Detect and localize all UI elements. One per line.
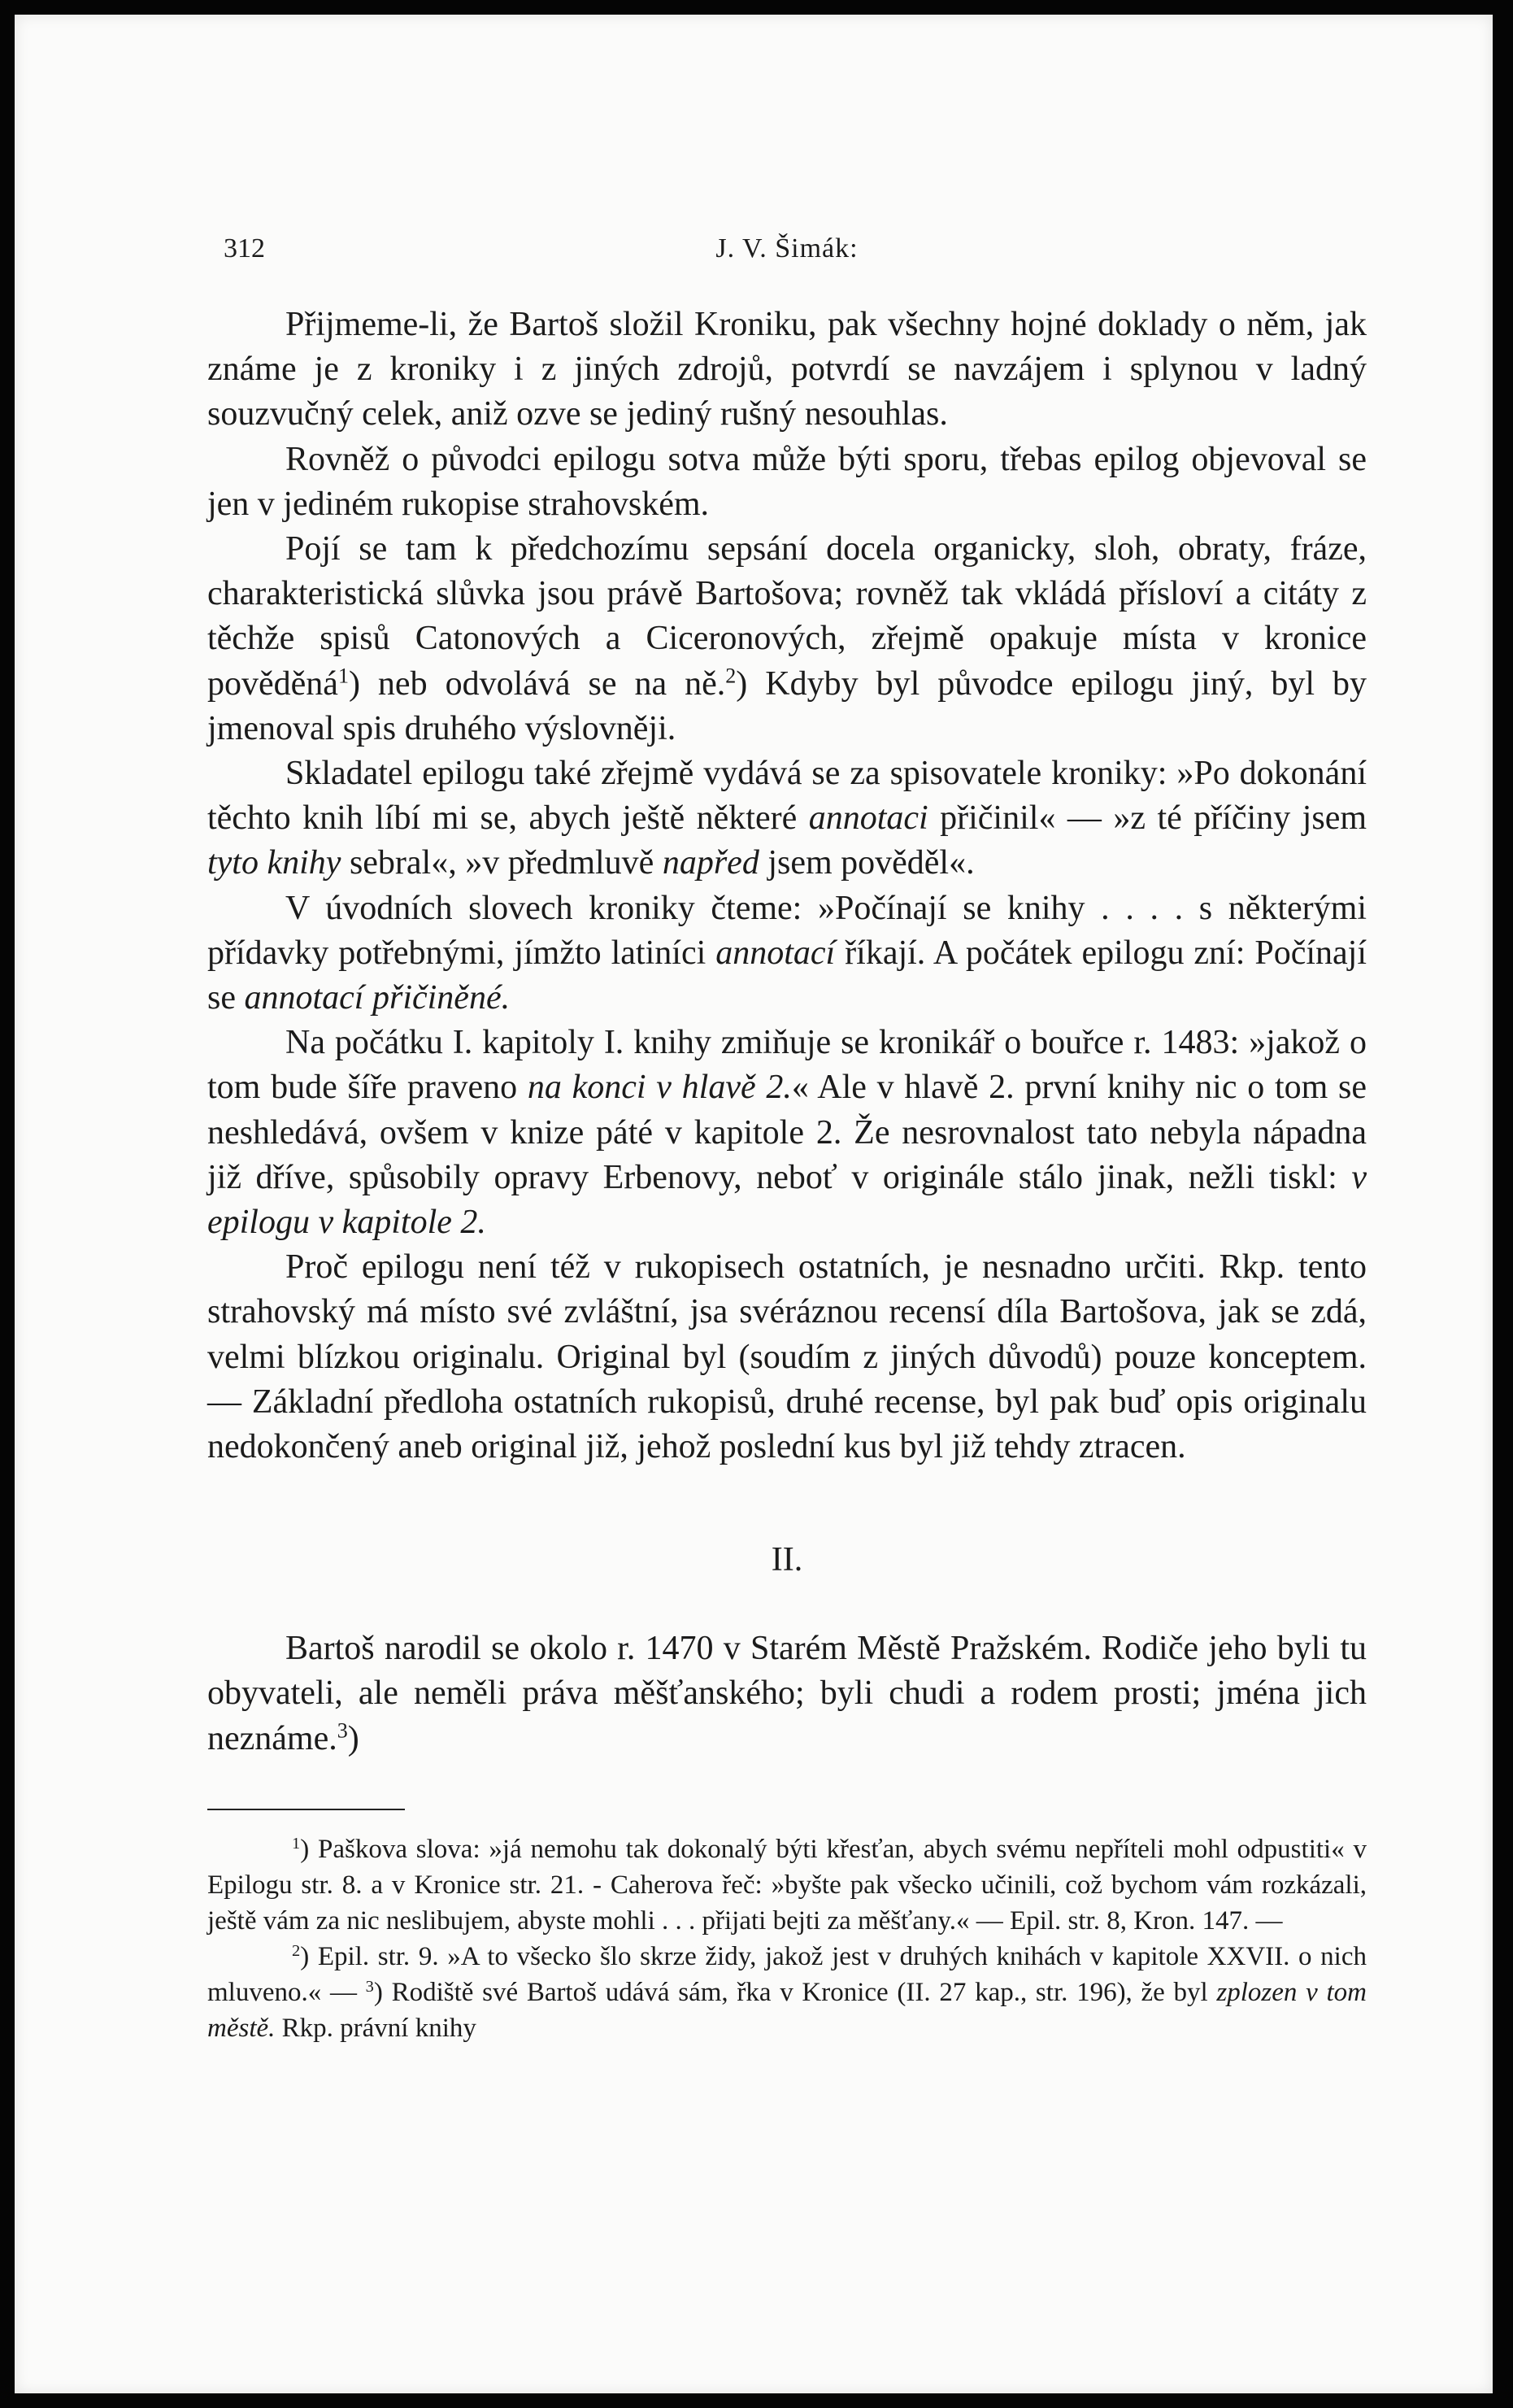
- text-run: říkají. A počátek epilogu zní: Počínají se: [207, 934, 1367, 1017]
- italic-text: annotaci: [808, 799, 928, 838]
- text-run: ) Paškova slova: »já nemohu tak dokonalý býti křesťan, abych svému nepříteli mohl odpustiti« v Epilogu str. 8. a v Kronice str. 21. - Caherova řeč: »byšte pak všecko učinili, což bychom vám rozkázali, ještě vám za nic neslibujem, abyste mohli . . . přijati bejti za měšťany.« — Epil. str. 8, Kron. 147. —: [207, 1834, 1367, 1936]
- page-number: 312: [224, 233, 265, 263]
- text-run: V úvodních slovech kroniky čteme: »Počínají se knihy . . . . s některými přídavky potřebnými, jímžto latiníci: [207, 889, 1367, 972]
- footnote-marker: 3: [365, 1977, 374, 1996]
- paragraph: [207, 303, 1367, 438]
- text-run: ): [347, 1719, 359, 1757]
- italic-text: na konci v hlavě 2.: [527, 1069, 792, 1107]
- italic-text: annotací: [715, 934, 836, 972]
- text-run: « Ale v hlavě 2. první knihy nic o tom se neshledává, ovšem v knize páté v kapitole 2. Že nesrovnalost tato nebyla nápadna již dříve, spůsobily opravy Erbenovy, neboť v originále stálo jinak, nežli tiskl:: [207, 1069, 1367, 1196]
- book-page: [15, 15, 1493, 2393]
- running-head: J. V. Šimák:: [715, 233, 859, 263]
- footnote-marker: 3: [337, 1718, 348, 1743]
- text-run: Proč epilogu není též v rukopisech ostatních, je nesnadno určiti. Rkp. tento strahovský má místo své zvláštní, jsa svéráznou recensí díla Bartošova, jak se zdá, velmi blízkou originalu. Original byl (soudím z jiných důvodů) pouze konceptem. — Základní předloha ostatních rukopisů, druhé recense, byl pak buď opis originalu nedokončený aneb original již, jehož poslední kus byl již tehdy ztracen.: [207, 1248, 1367, 1466]
- text-run: Bartoš narodil se okolo r. 1470 v Starém Městě Pražském. Rodiče jeho byli tu obyvateli, ale neměli práva měšťanského; byli chudi a rodem prosti; jména jich neznáme.: [207, 1630, 1367, 1757]
- section-heading: II.: [771, 1541, 803, 1579]
- footnote-marker: 1: [292, 1834, 301, 1853]
- paragraph: [207, 751, 1367, 886]
- italic-text: tyto knihy: [207, 844, 341, 882]
- italic-text: annotací přičiněné.: [244, 979, 511, 1017]
- text-run: Pojí se tam k předchozímu sepsání docela organicky, sloh, obraty, fráze, charakteristická slůvka jsou právě Bartošova; rovněž tak vkládá přísloví a citáty z těchže spisů Catonových a Ciceronových, zřejmě opakuje místa v kronice pověděná: [207, 530, 1367, 703]
- text-run: jsem pověděl«.: [759, 844, 975, 882]
- footnote-marker: 2: [725, 664, 737, 688]
- text-run: přičinil« — »z té příčiny jsem: [928, 799, 1367, 838]
- footnotes: [207, 1831, 1367, 2046]
- page-header: [207, 224, 1367, 273]
- body-paragraphs: [207, 303, 1367, 1470]
- text-run: ) Rodiště své Bartoš udává sám, řka v Kronice (II. 27 kap., str. 196), že byl: [373, 1977, 1217, 2007]
- italic-text: v epilogu v kapitole 2.: [207, 1158, 1367, 1242]
- text-run: ) Epil. str. 9. »A to všecko šlo skrze židy, jakož jest v druhých knihách v kapitole XXVII. o nich mluveno.« —: [207, 1941, 1367, 2007]
- paragraph: [207, 886, 1367, 1021]
- text-run: ) Kdyby byl původce epilogu jiný, byl by jmenoval spis druhého výslovněji.: [207, 664, 1367, 747]
- paragraph: [207, 1626, 1367, 1761]
- footnote-marker: 1: [337, 664, 349, 688]
- paragraph: [207, 1245, 1367, 1470]
- text-run: Skladatel epilogu také zřejmě vydává se za spisovatele kroniky: »Po dokonání těchto knih líbí mi se, abych ještě některé: [207, 755, 1367, 838]
- footnote: [207, 1939, 1367, 2046]
- footnote-separator: [207, 1809, 405, 1810]
- text-run: ) neb odvolává se na ně.: [348, 664, 726, 703]
- footnote: [207, 1831, 1367, 1939]
- paragraph: [207, 527, 1367, 751]
- text-run: Rovněž o původci epilogu sotva může býti sporu, třebas epilog objevoval se jen v jediném rukopise strahovském.: [207, 440, 1367, 523]
- paragraph: [207, 438, 1367, 527]
- paragraph: [207, 1021, 1367, 1245]
- text-run: Rkp. právní knihy: [275, 2013, 476, 2043]
- section-paragraphs: [207, 1626, 1367, 1761]
- main-text: [207, 303, 1367, 1761]
- text-run: Na počátku I. kapitoly I. knihy zmiňuje se kronikář o bouřce r. 1483: »jakož o tom bude šíře praveno: [207, 1024, 1367, 1107]
- text-run: Přijmeme-li, že Bartoš složil Kroniku, pak všechny hojné doklady o něm, jak známe je z kroniky i z jiných zdrojů, potvrdí se navzájem i splynou v ladný souzvučný celek, aniž ozve se jediný rušný nesouhlas.: [207, 306, 1367, 433]
- footnote-marker: 2: [292, 1941, 301, 1960]
- text-run: sebral«, »v předmluvě: [341, 844, 663, 882]
- italic-text: napřed: [662, 844, 759, 882]
- page-content: [207, 224, 1367, 2046]
- italic-text: zplozen v tom městě.: [207, 1977, 1367, 2043]
